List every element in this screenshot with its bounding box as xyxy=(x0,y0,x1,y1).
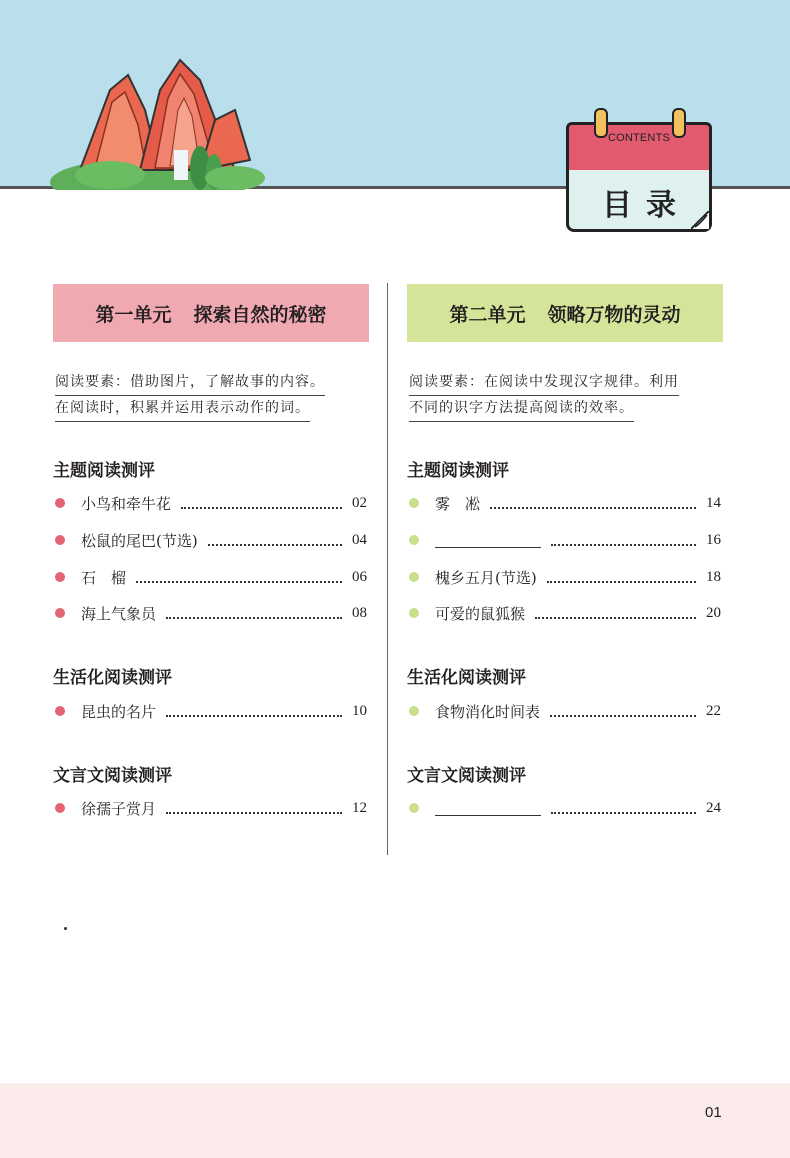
bullet-dot-icon xyxy=(409,572,419,582)
toc-entry-title: 小鸟和牵牛花 xyxy=(81,494,172,513)
dot-leader xyxy=(551,535,696,546)
dot-leader xyxy=(490,498,696,509)
toc-entry-title: 松鼠的尾巴(节选) xyxy=(81,531,198,550)
toc-entry[interactable] xyxy=(55,601,367,625)
bullet-dot-icon xyxy=(409,608,419,618)
toc-entry-page: 14 xyxy=(706,494,721,511)
toc-entry[interactable] xyxy=(55,796,367,820)
toc-entry-page: 18 xyxy=(706,568,721,585)
toc-entry-page: 22 xyxy=(706,702,721,719)
bullet-dot-icon xyxy=(55,572,65,582)
toc-entry-page: 12 xyxy=(352,799,367,816)
toc-entry-page: 04 xyxy=(352,531,367,548)
section-title-classical-reading: 文言文阅读测评 xyxy=(53,766,172,786)
requirement-line: 阅读要素：在阅读中发现汉字规律。利用 xyxy=(409,370,679,396)
dot-leader xyxy=(535,608,696,619)
dot-leader xyxy=(551,803,696,814)
section-title-life-reading: 生活化阅读测评 xyxy=(407,668,526,688)
toc-entry[interactable] xyxy=(409,528,721,552)
toc-entry[interactable] xyxy=(55,565,367,589)
toc-entry[interactable] xyxy=(55,491,367,515)
unit-one-reading-requirement xyxy=(55,370,375,422)
dot-leader xyxy=(550,706,696,717)
requirement-line: 在阅读时，积累并运用表示动作的词。 xyxy=(55,396,310,422)
page-curl-icon xyxy=(691,211,709,229)
toc-entry[interactable] xyxy=(55,699,367,723)
toc-entry-title: 海上气象员 xyxy=(81,604,157,623)
bullet-dot-icon xyxy=(55,498,65,508)
toc-entry[interactable] xyxy=(409,565,721,589)
contents-calendar-badge xyxy=(566,108,712,232)
section-title-theme-reading: 主题阅读测评 xyxy=(53,461,155,481)
unit-two-reading-requirement xyxy=(409,370,729,422)
toc-entry-page: 24 xyxy=(706,799,721,816)
print-speck xyxy=(64,927,67,930)
toc-entry-title: 昆虫的名片 xyxy=(81,702,157,721)
toc-entry-title: 雾 凇 xyxy=(435,494,481,513)
section-title-theme-reading: 主题阅读测评 xyxy=(407,461,509,481)
bullet-dot-icon xyxy=(55,535,65,545)
toc-entry[interactable] xyxy=(55,528,367,552)
contents-label: CONTENTS xyxy=(607,132,671,144)
toc-entry-page: 02 xyxy=(352,494,367,511)
bullet-dot-icon xyxy=(409,498,419,508)
toc-entry-page: 08 xyxy=(352,604,367,621)
mountains-illustration xyxy=(50,50,270,190)
fill-in-blank-line[interactable] xyxy=(435,801,541,816)
dot-leader xyxy=(166,706,342,717)
toc-entry-title: 可爱的鼠狐猴 xyxy=(435,604,526,623)
toc-entry-title: 槐乡五月(节选) xyxy=(435,568,537,587)
toc-entry[interactable] xyxy=(409,491,721,515)
calendar-header xyxy=(566,122,712,174)
bullet-dot-icon xyxy=(409,803,419,813)
footer-band xyxy=(0,1083,790,1158)
requirement-line: 不同的识字方法提高阅读的效率。 xyxy=(409,396,634,422)
toc-entry-page: 10 xyxy=(352,702,367,719)
bullet-dot-icon xyxy=(55,608,65,618)
dot-leader xyxy=(181,498,342,509)
section-title-life-reading: 生活化阅读测评 xyxy=(53,668,172,688)
toc-entry-title: 徐孺子赏月 xyxy=(81,799,157,818)
column-divider xyxy=(387,283,388,855)
unit-two-label: 第二单元 xyxy=(449,303,526,326)
bullet-dot-icon xyxy=(409,535,419,545)
toc-entry-title: 食物消化时间表 xyxy=(435,702,541,721)
bullet-dot-icon xyxy=(55,706,65,716)
dot-leader xyxy=(547,572,696,583)
unit-one-name: 探索自然的秘密 xyxy=(193,303,327,326)
unit-one-banner xyxy=(53,284,369,342)
toc-entry[interactable] xyxy=(409,699,721,723)
unit-two-name: 领略万物的灵动 xyxy=(547,303,681,326)
unit-two-banner xyxy=(407,284,723,342)
toc-entry-page: 06 xyxy=(352,568,367,585)
toc-entry-title: 石 榴 xyxy=(81,568,127,587)
dot-leader xyxy=(166,803,342,814)
bullet-dot-icon xyxy=(55,803,65,813)
section-title-classical-reading: 文言文阅读测评 xyxy=(407,766,526,786)
unit-one-label: 第一单元 xyxy=(95,303,172,326)
toc-entry[interactable] xyxy=(409,796,721,820)
requirement-line: 阅读要素：借助图片，了解故事的内容。 xyxy=(55,370,325,396)
toc-entry[interactable] xyxy=(409,601,721,625)
toc-entry-page: 16 xyxy=(706,531,721,548)
toc-entry-page: 20 xyxy=(706,604,721,621)
page-title: 目录 xyxy=(602,188,690,223)
bullet-dot-icon xyxy=(409,706,419,716)
fill-in-blank-line[interactable] xyxy=(435,533,541,548)
dot-leader xyxy=(166,608,342,619)
dot-leader xyxy=(208,535,342,546)
dot-leader xyxy=(136,572,342,583)
page-number: 01 xyxy=(705,1104,722,1121)
